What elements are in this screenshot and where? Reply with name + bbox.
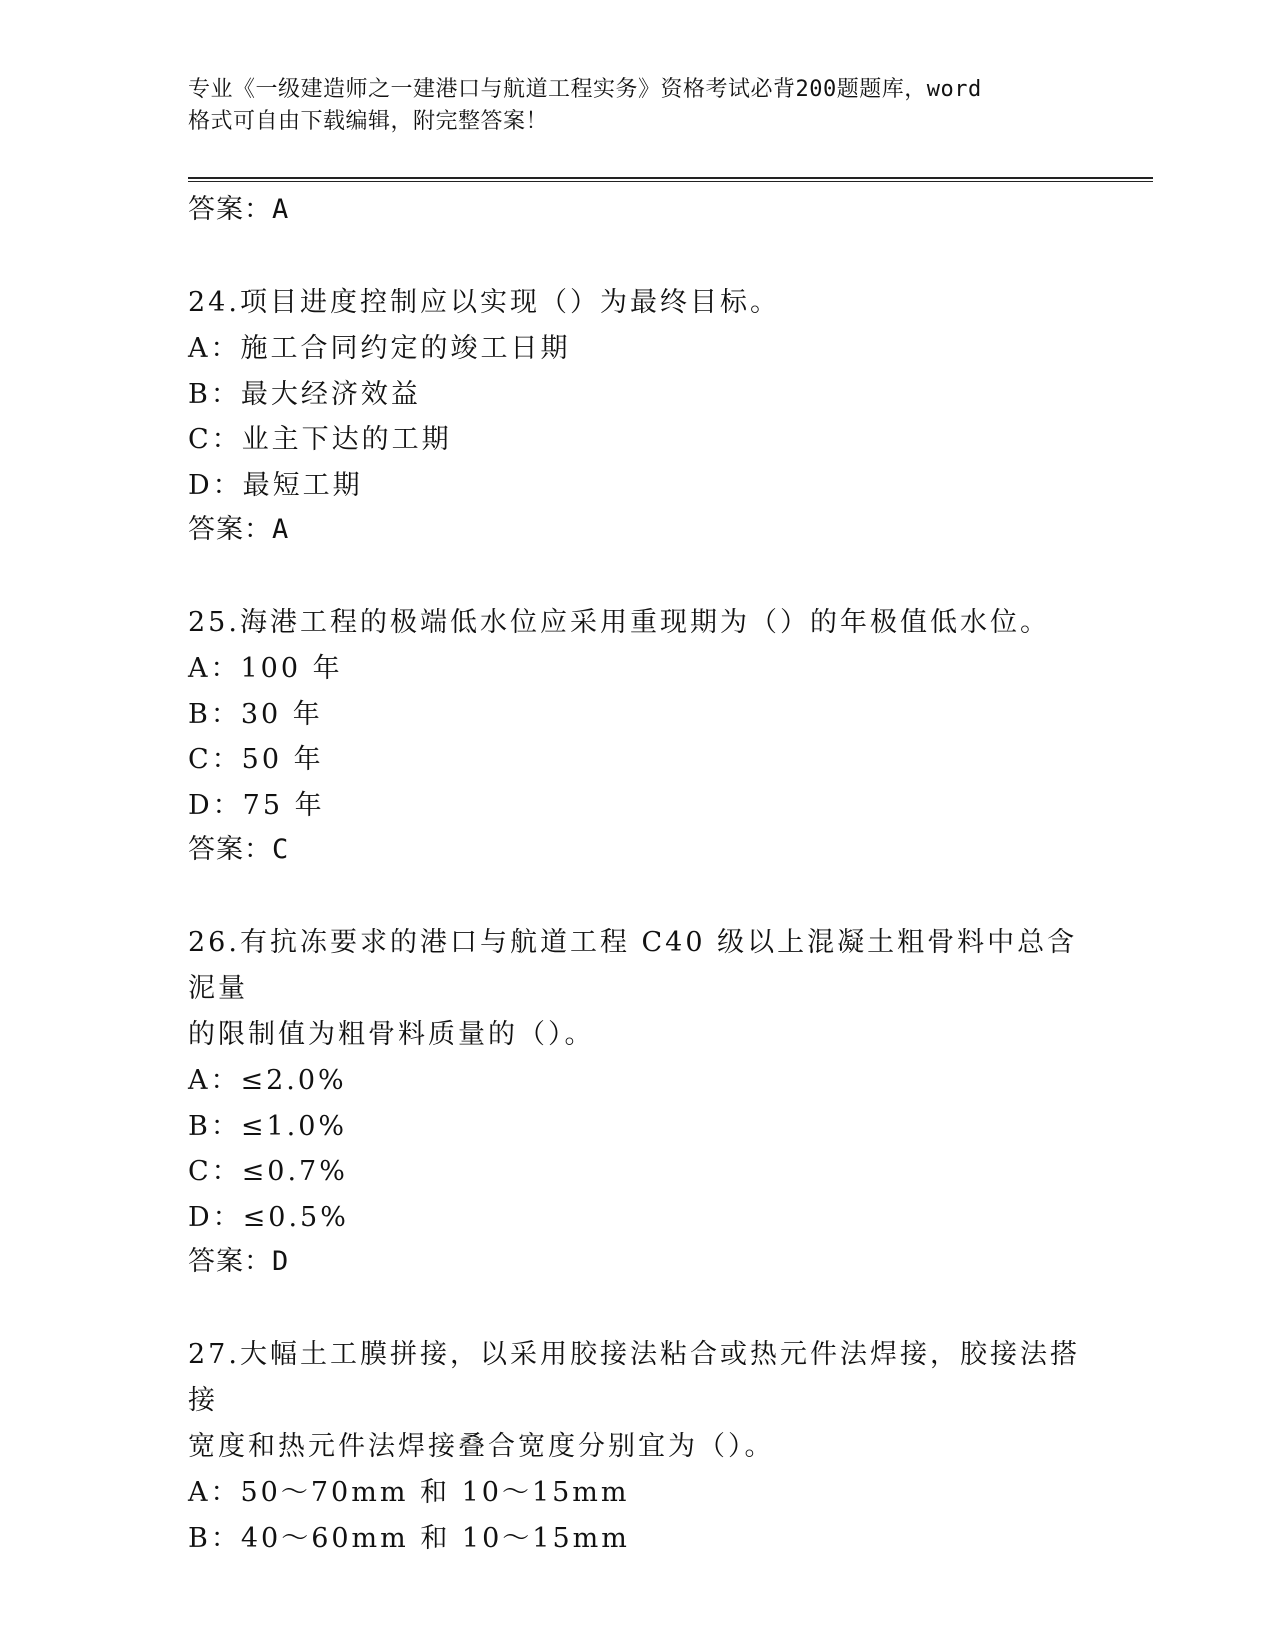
option-b: B：≤1.0%: [188, 1110, 348, 1142]
option-a: A：≤2.0%: [188, 1065, 347, 1096]
option-b: B：30 年: [188, 698, 323, 730]
option-b: B：最大经济效益: [188, 378, 421, 410]
question-text-line-1: 27.大幅土工膜拼接，以采用胶接法粘合或热元件法焊接，胶接法搭接: [188, 1339, 1080, 1416]
answer-line: 答案：D: [188, 1246, 290, 1277]
question-item: [188, 1332, 1088, 1561]
question-text-line-2: 宽度和热元件法焊接叠合宽度分别宜为（）。: [188, 1431, 775, 1462]
question-item: [188, 920, 1088, 1284]
question-list: [188, 188, 1088, 1561]
header-line-2: 格式可自由下载编辑，附完整答案！: [188, 109, 549, 134]
option-a: A：100 年: [188, 653, 343, 684]
question-item: [188, 280, 1088, 552]
option-a: A：施工合同约定的竣工日期: [188, 333, 571, 364]
spacer: [188, 232, 1088, 280]
option-d: D：≤0.5%: [188, 1201, 349, 1233]
answer-line: 答案：A: [188, 514, 290, 545]
option-b: B：40～60mm 和 10～15mm: [188, 1522, 630, 1554]
question-text: 24.项目进度控制应以实现（）为最终目标。: [188, 287, 780, 318]
header-line-1: 专业《一级建造师之一建港口与航道工程实务》资格考试必背200题题库，word: [188, 77, 982, 102]
spacer: [188, 872, 1088, 920]
option-d: D：最短工期: [188, 469, 363, 501]
header-divider: [188, 177, 1153, 182]
question-text-line-2: 的限制值为粗骨料质量的（）。: [188, 1019, 595, 1050]
spacer: [188, 1284, 1088, 1332]
question-text: 25.海港工程的极端低水位应采用重现期为（）的年极值低水位。: [188, 607, 1050, 638]
answer-line: 答案：A: [188, 194, 290, 225]
question-text-line-1: 26.有抗冻要求的港口与航道工程 C40 级以上混凝土粗骨料中总含泥量: [188, 927, 1078, 1004]
option-c: C：50 年: [188, 744, 324, 775]
option-c: C：业主下达的工期: [188, 424, 452, 455]
spacer: [188, 552, 1088, 600]
option-c: C：≤0.7%: [188, 1156, 348, 1187]
answer-line: 答案：C: [188, 834, 290, 865]
option-d: D：75 年: [188, 789, 325, 821]
page-header: [188, 74, 1068, 138]
question-item: [188, 600, 1088, 872]
option-a: A：50～70mm 和 10～15mm: [188, 1477, 630, 1508]
